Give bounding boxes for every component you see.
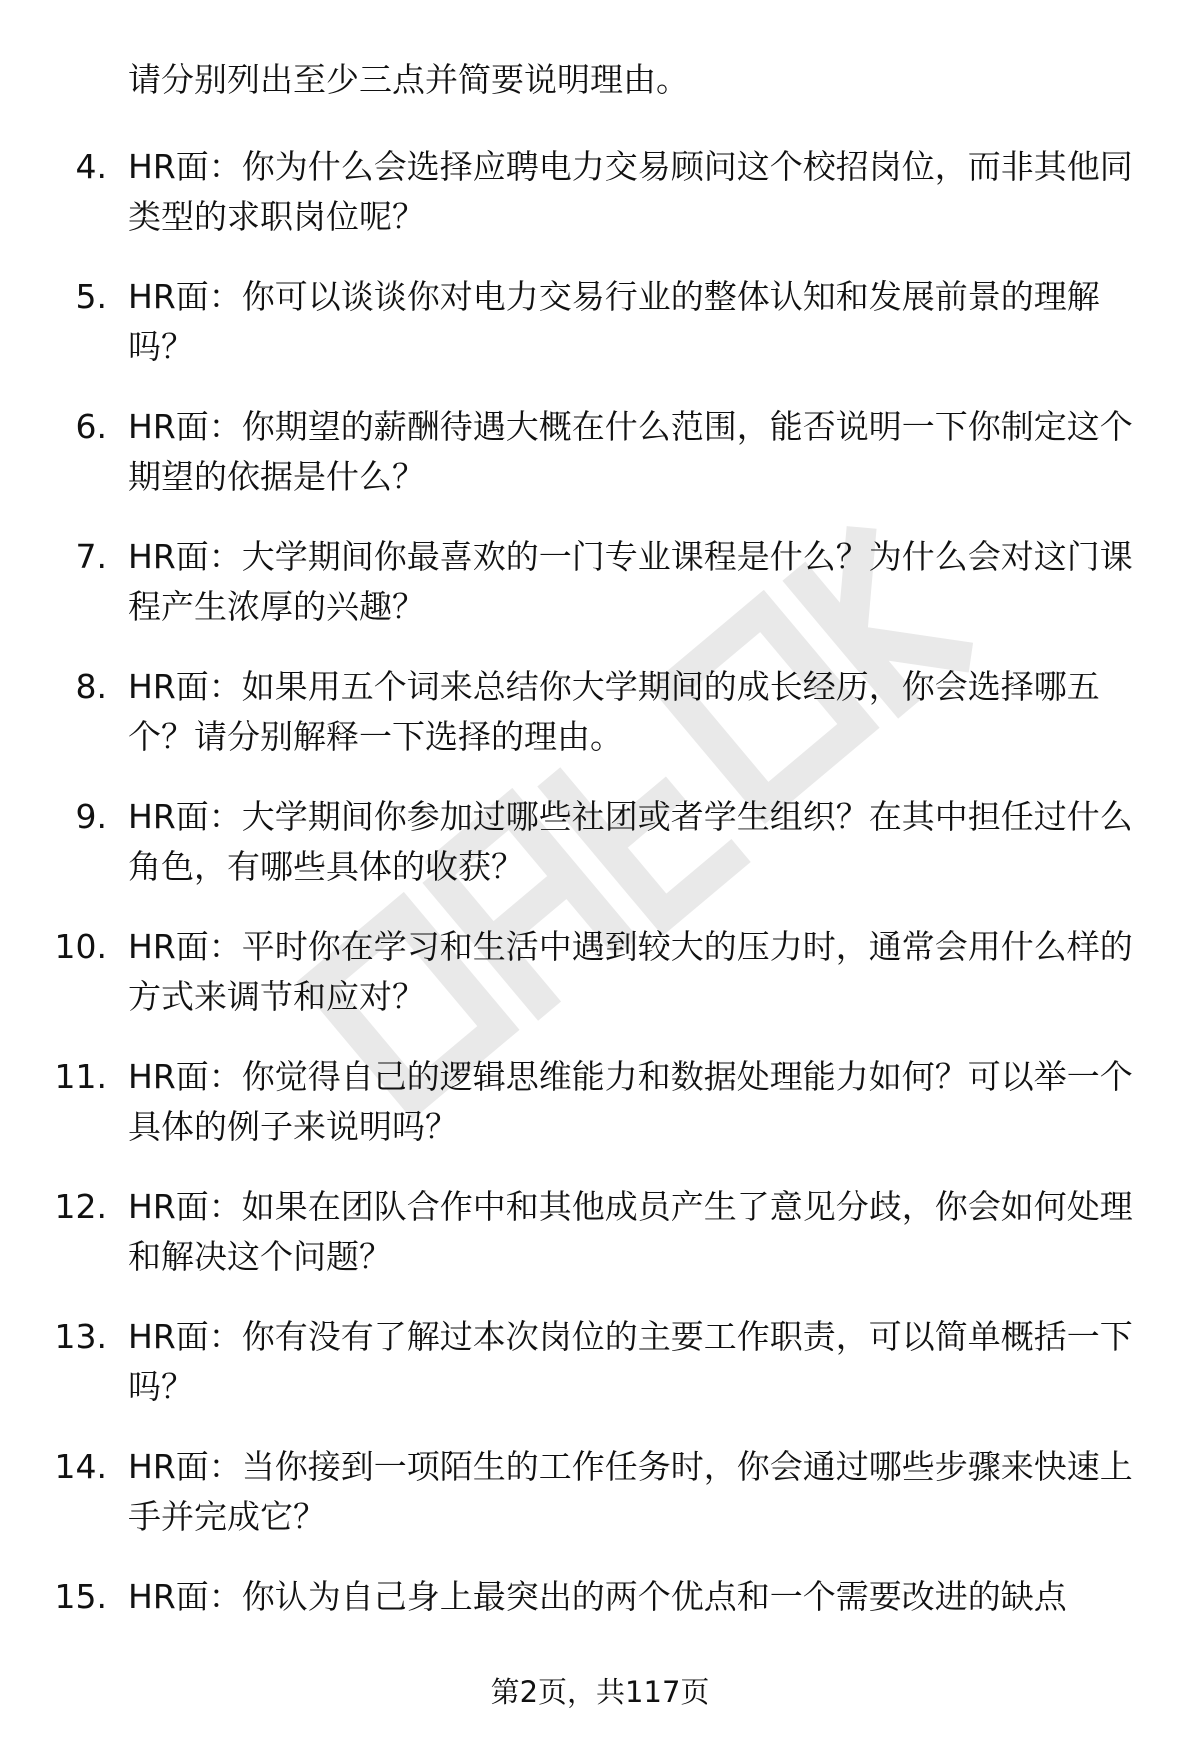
list-item [0,662,1200,792]
list-item [0,1442,1200,1572]
item-text: HR面：如果在团队合作中和其他成员产生了意见分歧，你会如何处理和解决这个问题？ [128,1187,1133,1276]
item-text: HR面：你可以谈谈你对电力交易行业的整体认知和发展前景的理解吗？ [128,277,1100,366]
list-item [0,1052,1200,1182]
item-text: HR面：你有没有了解过本次岗位的主要工作职责，可以简单概括一下吗？ [128,1317,1133,1406]
item-number: 7. [75,537,107,576]
item-number: 5. [75,277,107,316]
list-item [0,142,1200,272]
item-number: 14. [54,1447,107,1486]
item-number: 15. [54,1577,107,1616]
list-item [0,532,1200,662]
item-number: 12. [54,1187,107,1226]
list-item [0,792,1200,922]
item-text: HR面：大学期间你参加过哪些社团或者学生组织？在其中担任过什么角色，有哪些具体的收获？ [128,797,1133,886]
item-text: HR面：你为什么会选择应聘电力交易顾问这个校招岗位，而非其他同类型的求职岗位呢？ [128,147,1133,236]
item-number: 9. [75,797,107,836]
item-number: 13. [54,1317,107,1356]
item-text: HR面：如果用五个词来总结你大学期间的成长经历，你会选择哪五个？请分别解释一下选择的理由。 [128,667,1100,756]
item-text: HR面：你期望的薪酬待遇大概在什么范围，能否说明一下你制定这个期望的依据是什么？ [128,407,1133,496]
item-text: HR面：平时你在学习和生活中遇到较大的压力时，通常会用什么样的方式来调节和应对？ [128,927,1133,1016]
list-item [0,922,1200,1052]
list-item [0,1312,1200,1442]
list-item [0,402,1200,532]
continuation-text: 请分别列出至少三点并简要说明理由。 [128,60,689,99]
item-text: HR面：当你接到一项陌生的工作任务时，你会通过哪些步骤来快速上手并完成它？ [128,1447,1133,1536]
item-number: 6. [75,407,107,446]
item-number: 8. [75,667,107,706]
item-number: 10. [54,927,107,966]
page-number-footer: 第2页，共117页 [490,1675,710,1709]
item-text: HR面：你觉得自己的逻辑思维能力和数据处理能力如何？可以举一个具体的例子来说明吗？ [128,1057,1133,1146]
item-text: HR面：大学期间你最喜欢的一门专业课程是什么？为什么会对这门课程产生浓厚的兴趣？ [128,537,1133,626]
item-text: HR面：你认为自己身上最突出的两个优点和一个需要改进的缺点 [128,1577,1067,1616]
list-item [0,272,1200,402]
list-item [0,1182,1200,1312]
item-number: 4. [75,147,107,186]
item-number: 11. [54,1057,107,1096]
question-list [0,142,1200,1702]
